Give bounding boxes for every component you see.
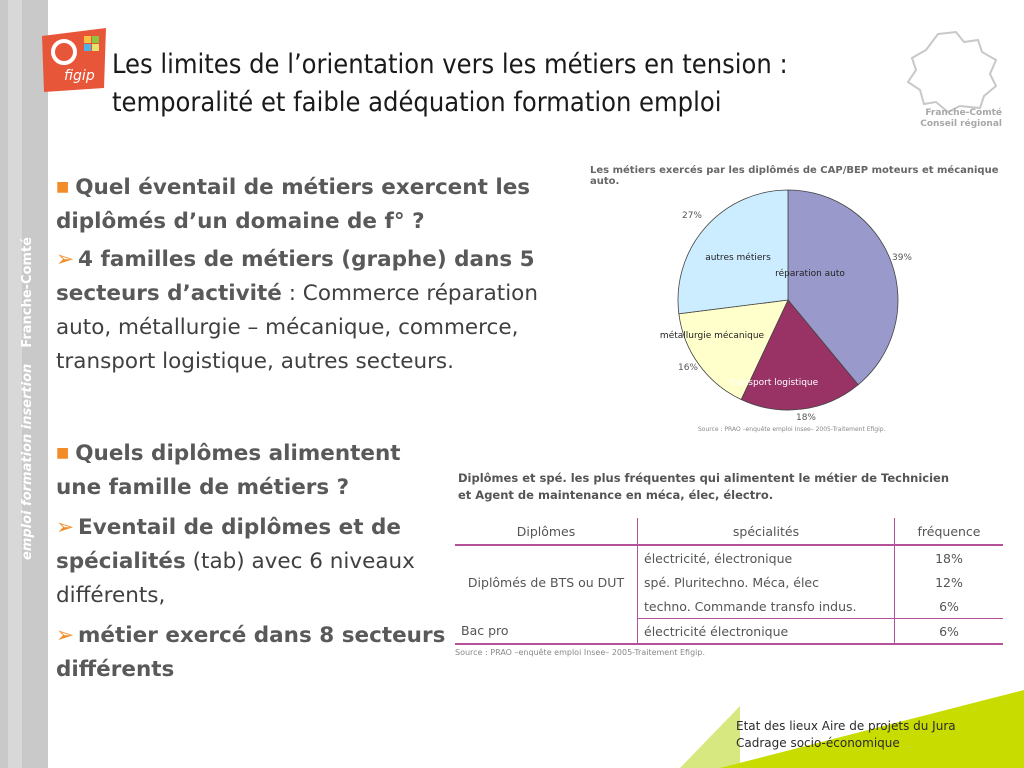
answer-1: ➢ 4 familles de métiers (graphe) dans 5 secteurs d’activité : Commerce réparation auto, métallurgie – mécanique, commerce, transport logistique, autres secteurs. (56, 247, 538, 374)
region-line-2: Conseil régional (920, 119, 1002, 129)
sidebar-tagline: emploi formation insertion (20, 363, 35, 560)
pie-label: métallurgie mécanique (659, 331, 765, 341)
question-2: ■ Quels diplômes alimentent une famille de métiers ? (56, 441, 401, 500)
arrow-bullet-icon: ➢ (56, 247, 75, 272)
cell-diplome: Bac pro (455, 619, 638, 645)
cell-frequence: 6% (895, 594, 1004, 619)
chart-source: Source : PRAO –enquête emploi Insee– 2005-Traitement Efigip. (698, 426, 886, 433)
cell-frequence: 18% (935, 550, 963, 566)
question-1: ■ Quel éventail de métiers exercent les diplômés d’un domaine de f° ? (56, 175, 531, 234)
table-header-row (455, 518, 1003, 545)
arrow-bullet-icon: ➢ (56, 515, 75, 540)
title-line-2: temporalité et faible adéquation formation emploi (112, 87, 722, 118)
cell-frequence: 6% (895, 619, 1004, 645)
footer-line-2: Cadrage socio-économique (736, 736, 900, 750)
region-label (898, 108, 1002, 130)
cell-frequence: 12% (935, 574, 963, 590)
pie-percent-label: 18% (795, 413, 817, 423)
pie-percent-label: 27% (681, 211, 703, 221)
table-row (455, 619, 1003, 645)
footer-line-1: Etat des lieux Aire de projets du Jura (736, 719, 956, 733)
square-bullet-icon: ■ (56, 445, 70, 461)
square-bullet-icon: ■ (56, 179, 70, 195)
footer-text (736, 718, 956, 752)
chart-title: Les métiers exercés par les diplômés de CAP/BEP moteurs et mécanique auto. (590, 165, 999, 187)
title-line-1: Les limites de l’orientation vers les métiers en tension : (112, 49, 788, 80)
pie-slice-autres-métiers (678, 190, 788, 314)
table-title-line-1: Diplômes et spé. les plus fréquentes qui alimentent le métier de Technicien (458, 471, 950, 485)
table-row (455, 545, 1003, 570)
answer-3: ➢ métier exercé dans 8 secteurs différents (56, 623, 446, 682)
cell-specialite: spé. Pluritechno. Méca, élec (638, 570, 895, 594)
page-title (112, 46, 992, 122)
arrow-bullet-icon: ➢ (56, 623, 75, 648)
sidebar-vertical-text (20, 237, 35, 560)
pie-label: autres métiers (705, 253, 771, 263)
table-title (458, 470, 998, 504)
pie-chart (640, 182, 940, 442)
cell-diplome: Diplômés de BTS ou DUT (455, 545, 638, 619)
pie-label: réparation auto (775, 269, 845, 279)
sidebar-region: Franche-Comté (20, 237, 35, 348)
cell-specialite: électricité, électronique (638, 545, 895, 570)
table-source: Source : PRAO –enquête emploi Insee– 2005-Traitement Efigip. (455, 648, 705, 657)
pie-percent-label: 39% (891, 253, 913, 263)
svg-text:figip: figip (64, 68, 95, 84)
cell-specialite: électricité électronique (638, 619, 895, 645)
header-diplomes: Diplômes (455, 518, 638, 545)
pie-percent-label: 16% (677, 363, 699, 373)
table-title-line-2: et Agent de maintenance en méca, élec, électro. (458, 488, 774, 502)
question-block-2 (56, 436, 446, 687)
answer-2: ➢ Eventail de diplômes et de spécialités (tab) avec 6 niveaux différents, (56, 515, 415, 608)
efigip-logo (40, 24, 108, 92)
pie-label: transport logistique (729, 378, 819, 388)
diplomas-table (455, 518, 1003, 645)
question-block-1 (56, 170, 556, 379)
cell-specialite: techno. Commande transfo indus. (638, 594, 895, 619)
header-specialites: spécialités (638, 518, 895, 545)
header-frequence: fréquence (895, 518, 1004, 545)
region-line-1: Franche-Comté (925, 108, 1002, 118)
